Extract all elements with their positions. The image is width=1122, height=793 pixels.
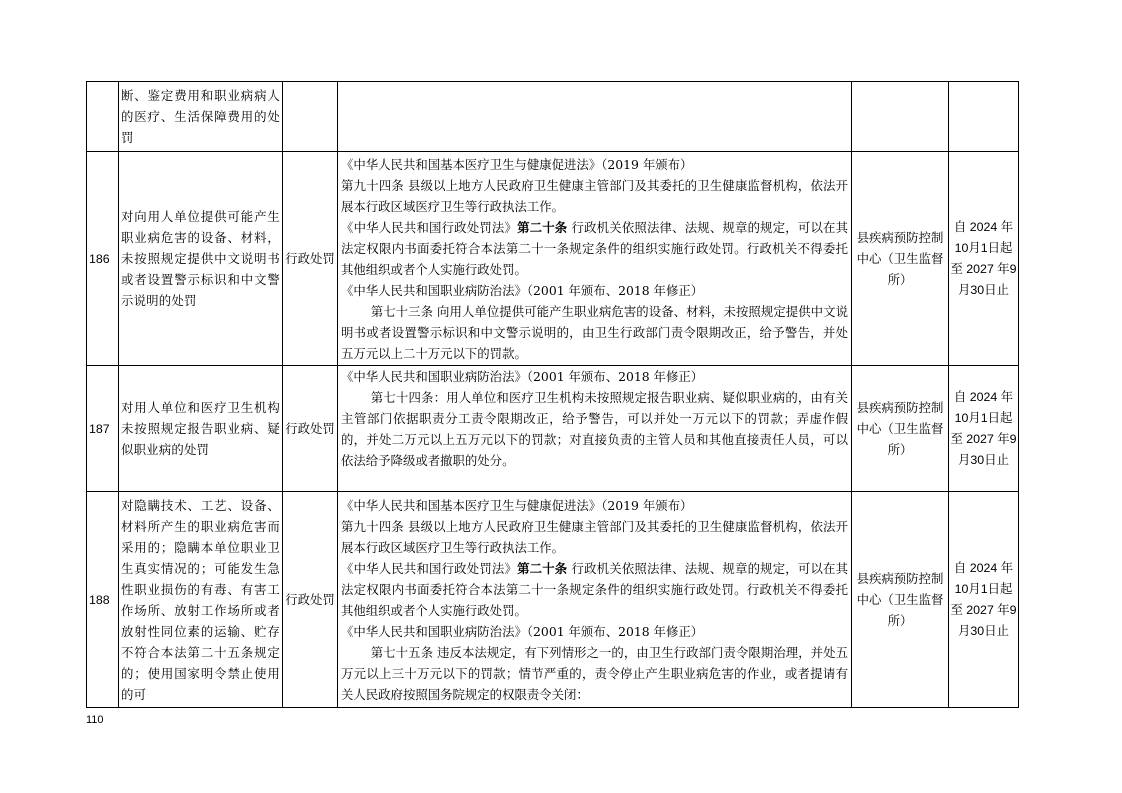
- penalty-item: 对向用人单位提供可能产生职业病危害的设备、材料，未按照规定提供中文说明书或者设置警示标识和中文警示说明的处罚: [119, 152, 283, 366]
- row-number: 186: [87, 152, 119, 366]
- row-number: 187: [87, 366, 119, 492]
- law-name: 《中华人民共和国行政处罚法》: [341, 219, 518, 235]
- table-row: [87, 492, 1019, 708]
- basis-line: 《中华人民共和国职业病防治法》（2001 年颁布、2018 年修正）: [341, 623, 704, 639]
- basis-line: 《中华人民共和国基本医疗卫生与健康促进法》（2019 年颁布）: [341, 497, 693, 513]
- article-text: 行政机关依照法律、法规、规章的规定，可以在其法定权限内书面委托符合本法第二十一条规定条件的组织实施行政处罚。行政机关不得委托其他组织或者个人实施行政处罚。: [341, 219, 849, 277]
- basis-line: [341, 558, 848, 621]
- penalty-category: 行政处罚: [283, 366, 338, 492]
- entrusted-department: 县疾病预防控制中心（卫生监督所）: [852, 492, 949, 708]
- basis-line: 第七十五条 违反本法规定，有下列情形之一的，由卫生行政部门责令限期治理，并处五万元以上三十万元以下的罚款；情节严重的，责令停止产生职业病危害的作业，或者提请有关人民政府按照国务院规定的权限责令关闭：: [341, 644, 848, 702]
- row-number: [87, 82, 119, 152]
- page-number: 110: [86, 714, 104, 726]
- legal-basis: [338, 492, 852, 708]
- basis-line: 第七十三条 向用人单位提供可能产生职业病危害的设备、材料，未按照规定提供中文说明书或者设置警示标识和中文警示说明的，由卫生行政部门责令限期改正，给予警告，并处五万元以上二十万元以下的罚款。: [341, 303, 848, 361]
- regulation-table: [86, 81, 1019, 708]
- penalty-category: 行政处罚: [283, 492, 338, 708]
- legal-basis: [338, 152, 852, 366]
- penalty-item: 对隐瞒技术、工艺、设备、材料所产生的职业病危害而采用的；隐瞒本单位职业卫生真实情况的；可能发生急性职业损伤的有毒、有害工作场所、放射工作场所或者放射性同位素的运输、贮存不符合本法第二十五条规定的；使用国家明令禁止使用的可: [119, 492, 283, 708]
- basis-line: 《中华人民共和国职业病防治法》（2001 年颁布、2018 年修正）: [341, 282, 704, 298]
- penalty-item: 对用人单位和医疗卫生机构未按照规定报告职业病、疑似职业病的处罚: [119, 366, 283, 492]
- basis-line: 《中华人民共和国职业病防治法》（2001 年颁布、2018 年修正）: [341, 369, 704, 384]
- penalty-item: 断、鉴定费用和职业病病人的医疗、生活保障费用的处罚: [119, 82, 283, 152]
- entrustment-period: 自 2024 年10月1日起至 2027 年9月30日止: [949, 366, 1019, 492]
- basis-line: [341, 217, 848, 280]
- row-number: 188: [87, 492, 119, 708]
- entrustment-period: [949, 82, 1019, 152]
- table-row: [87, 366, 1019, 492]
- entrusted-department: 县疾病预防控制中心（卫生监督所）: [852, 366, 949, 492]
- legal-basis: [338, 82, 852, 152]
- penalty-category: [283, 82, 338, 152]
- basis-line: 第九十四条 县级以上地方人民政府卫生健康主管部门及其委托的卫生健康监督机构，依法开展本行政区域医疗卫生等行政执法工作。: [341, 177, 848, 214]
- legal-basis: [338, 366, 852, 492]
- basis-line: 第七十四条：用人单位和医疗卫生机构未按照规定报告职业病、疑似职业病的，由有关主管部门依据职责分工责令限期改正，给予警告，可以并处一万元以下的罚款；弄虚作假的，并处二万元以上五万元以下的罚款；对直接负责的主管人员和其他直接责任人员，可以依法给予降级或者撤职的处分。: [341, 390, 848, 468]
- entrusted-department: [852, 82, 949, 152]
- table-row: [87, 82, 1019, 152]
- entrustment-period: 自 2024 年10月1日起至 2027 年9月30日止: [949, 152, 1019, 366]
- article-text: 行政机关依照法律、法规、规章的规定，可以在其法定权限内书面委托符合本法第二十一条规定条件的组织实施行政处罚。行政机关不得委托其他组织或者个人实施行政处罚。: [341, 560, 849, 618]
- basis-line: 第九十四条 县级以上地方人民政府卫生健康主管部门及其委托的卫生健康监督机构，依法开展本行政区域医疗卫生等行政执法工作。: [341, 518, 848, 555]
- penalty-category: 行政处罚: [283, 152, 338, 366]
- article-number: 第二十条: [517, 219, 568, 235]
- entrustment-period: 自 2024 年10月1日起至 2027 年9月30日止: [949, 492, 1019, 708]
- entrusted-department: 县疾病预防控制中心（卫生监督所）: [852, 152, 949, 366]
- article-number: 第二十条: [517, 560, 568, 576]
- basis-line: 《中华人民共和国基本医疗卫生与健康促进法》（2019 年颁布）: [341, 156, 693, 172]
- law-name: 《中华人民共和国行政处罚法》: [341, 560, 518, 576]
- table-row: [87, 152, 1019, 366]
